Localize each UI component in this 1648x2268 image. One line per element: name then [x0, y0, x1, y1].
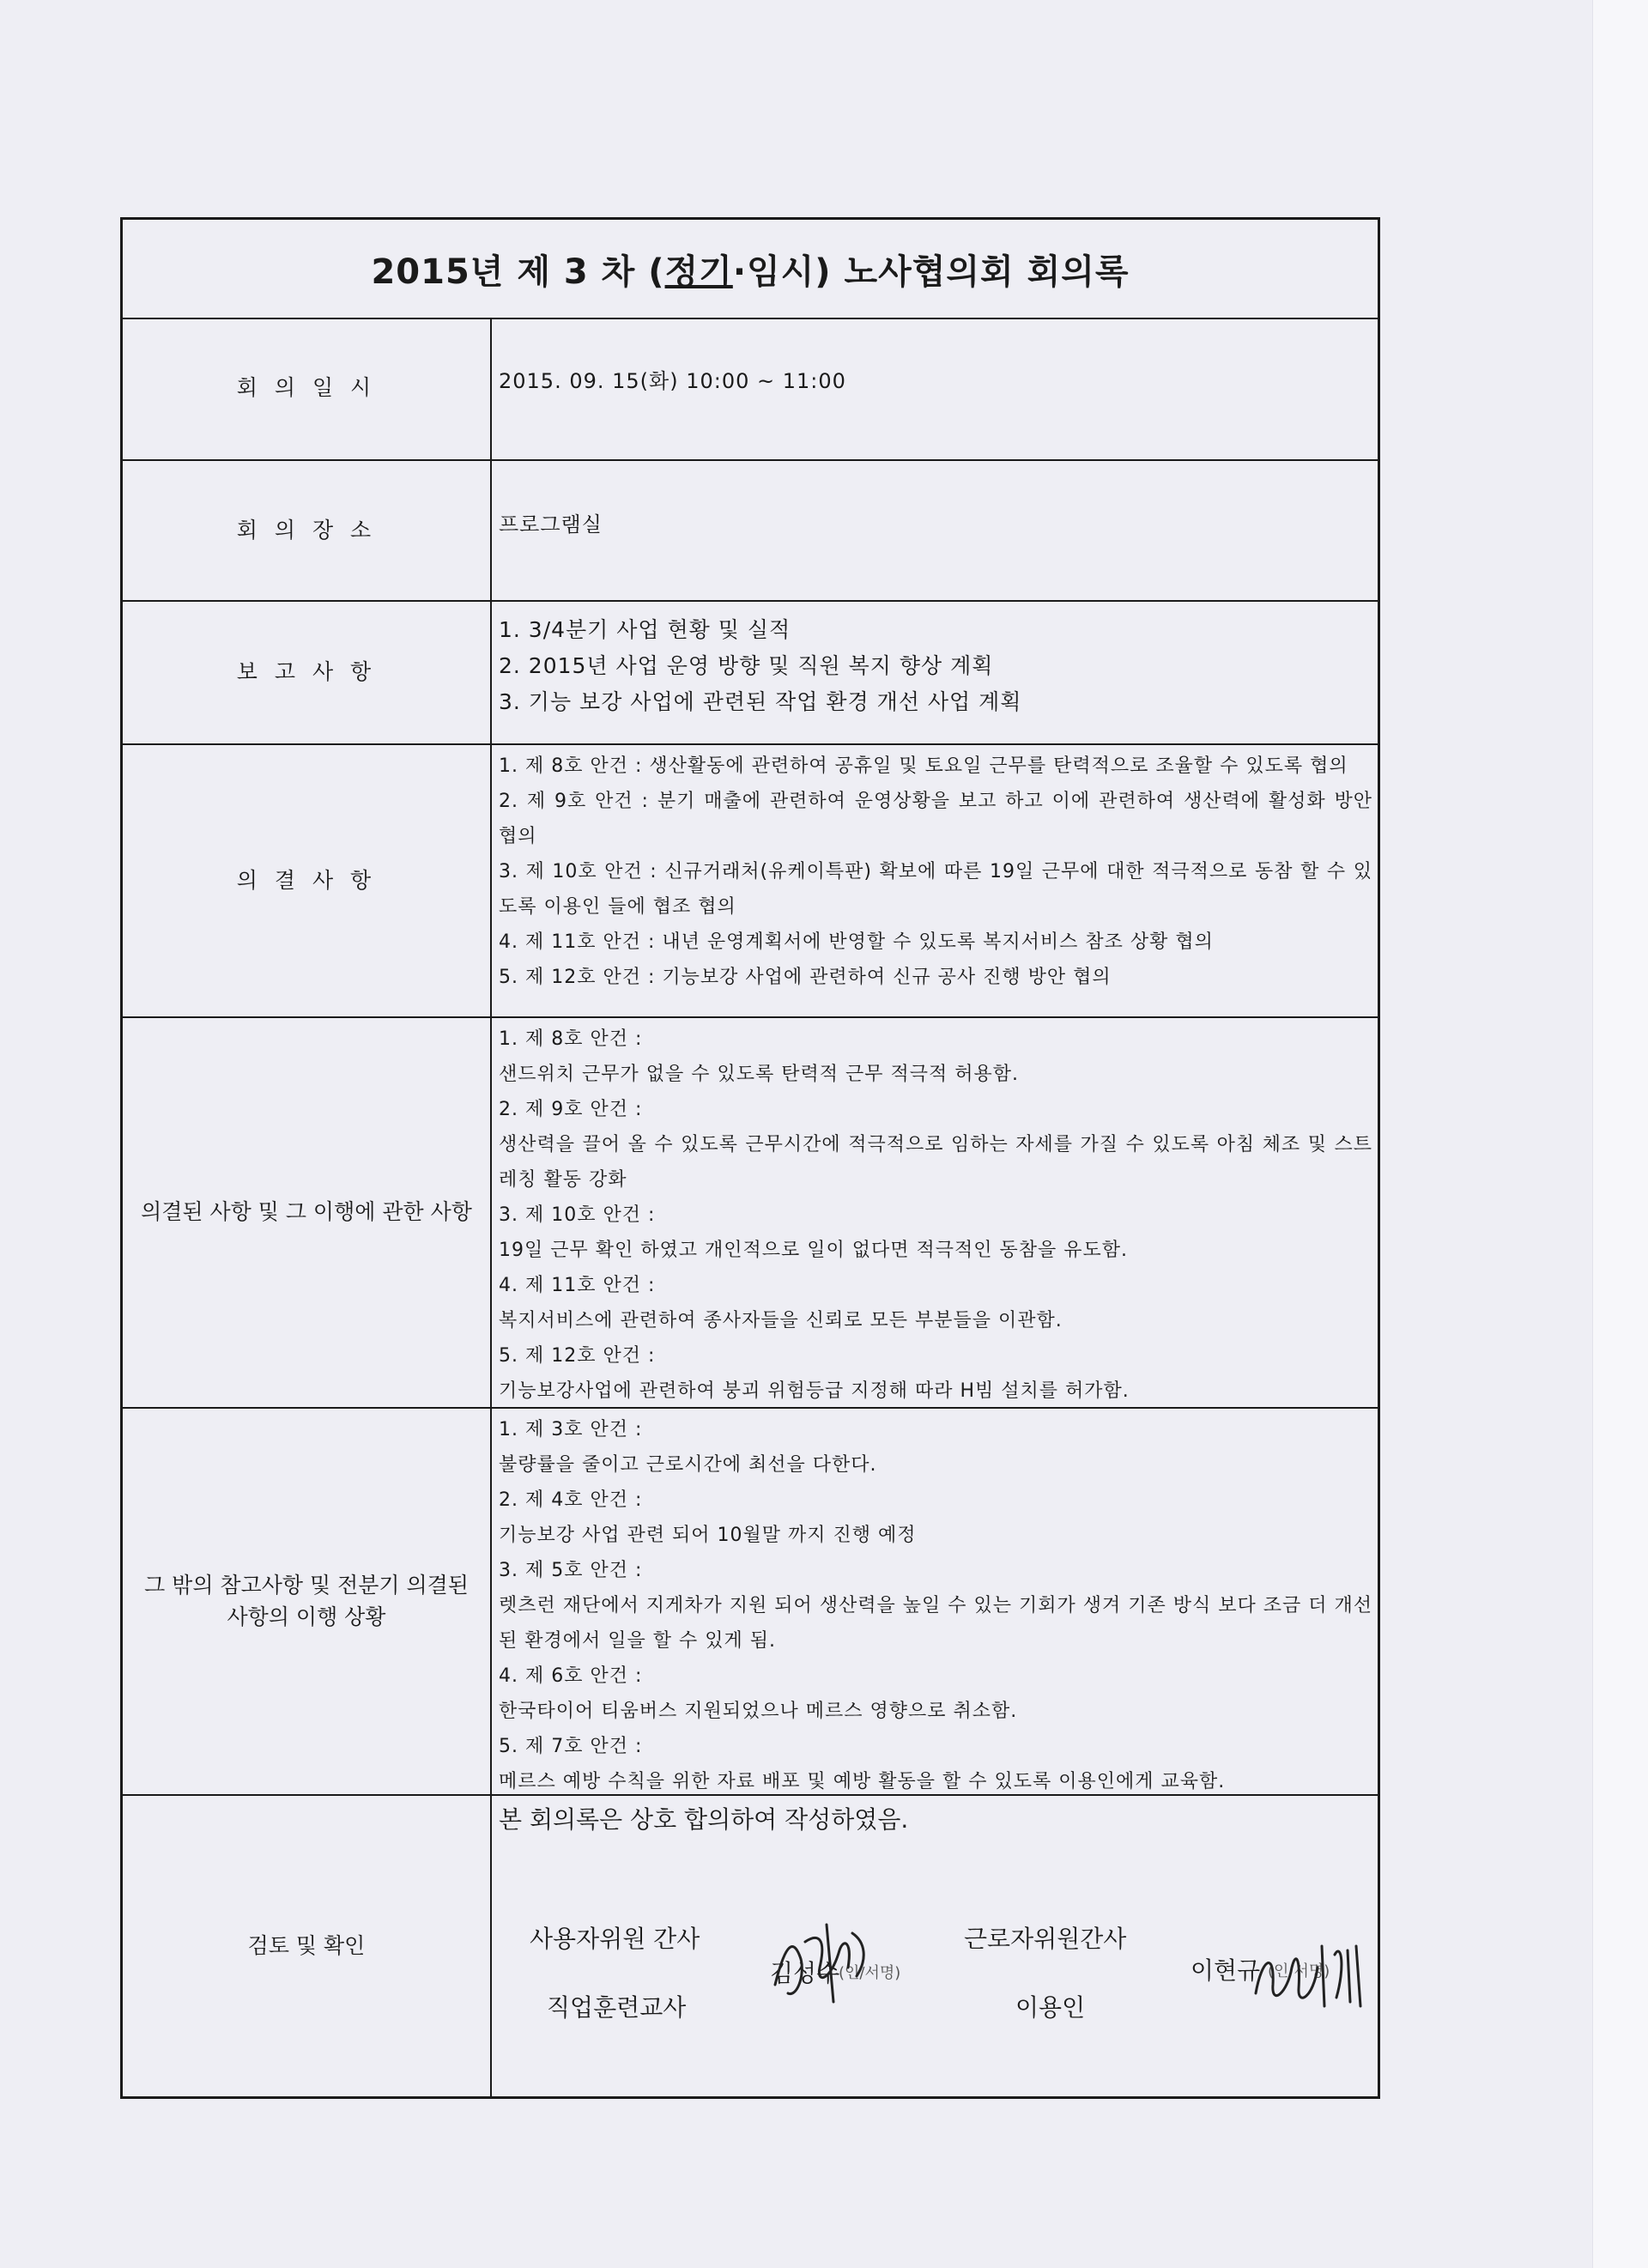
title-suffix: ·임시) 노사협의회 회의록	[732, 252, 1130, 292]
implementation-line: 3. 제 10호 안건 :	[499, 1204, 656, 1226]
row-place	[123, 461, 1378, 602]
row-references	[123, 1409, 1378, 1796]
agreement-statement: 본 회의록은 상호 합의하여 작성하였음.	[499, 1805, 909, 1834]
resolution-item: 1. 제 8호 안건 : 생산활동에 관련하여 공휴일 및 토요일 근무를 탄력적으로 조율할 수 있도록 협의	[499, 755, 1348, 777]
resolution-item: 2. 제 9호 안건 : 분기 매출에 관련하여 운영상황을 보고 하고 이에 관련하여 생산력에 활성화 방안 협의	[499, 791, 1372, 847]
title-prefix: 2015년 제 3 차 (	[371, 252, 665, 292]
reference-line: 3. 제 5호 안건 :	[499, 1560, 643, 1581]
employer-role: 직업훈련교사	[547, 1993, 687, 2022]
report-item: 3. 기능 보강 사업에 관련된 작업 환경 개선 사업 계획	[499, 689, 1022, 714]
content-report	[494, 602, 1378, 743]
implementation-line: 생산력을 끌어 올 수 있도록 근무시간에 적극적으로 임하는 자세를 가질 수 있도록 아침 체조 및 스트레칭 활동 강화	[499, 1134, 1372, 1191]
row-review	[123, 1796, 1378, 2096]
row-resolutions	[123, 745, 1378, 1018]
reference-line: 기능보강 사업 관련 되어 10월말 까지 진행 예정	[499, 1525, 917, 1546]
row-implementation	[123, 1018, 1378, 1409]
resolution-item: 4. 제 11호 안건 : 내년 운영계획서에 반영할 수 있도록 복지서비스 참조 상황 협의	[499, 931, 1214, 953]
worker-title: 근로자위원간사	[964, 1925, 1127, 1953]
label-review: 검토 및 확인	[123, 1796, 492, 2096]
implementation-line: 4. 제 11호 안건 :	[499, 1275, 656, 1296]
implementation-line: 2. 제 9호 안건 :	[499, 1099, 643, 1120]
content-resolutions	[494, 745, 1378, 1016]
minutes-table	[120, 217, 1380, 2099]
worker-signature	[1249, 1933, 1369, 2015]
resolution-item: 3. 제 10호 안건 : 신규거래처(유케이특판) 확보에 따른 19일 근무에 대한 적극적으로 동참 할 수 있도록 이용인 들에 협조 협의	[499, 861, 1372, 918]
worker-sign-mark: (인/서명)	[1268, 1962, 1330, 1980]
label-resolutions: 의 결 사 항	[123, 745, 492, 1016]
signature-area	[494, 1796, 1378, 2096]
implementation-line: 샌드위치 근무가 없을 수 있도록 탄력적 근무 적극적 허용함.	[499, 1064, 1019, 1085]
label-place: 회 의 장 소	[123, 461, 492, 600]
document-title	[123, 220, 1378, 319]
paper-edge	[1592, 0, 1648, 2268]
implementation-line: 5. 제 12호 안건 :	[499, 1345, 656, 1367]
implementation-line: 19일 근무 확인 하였고 개인적으로 일이 없다면 적극적인 동참을 유도함.	[499, 1240, 1128, 1261]
reference-line: 4. 제 6호 안건 :	[499, 1665, 643, 1687]
implementation-line: 기능보강사업에 관련하여 붕괴 위험등급 지정해 따라 H빔 설치를 허가함.	[499, 1380, 1130, 1402]
implementation-line: 1. 제 8호 안건 :	[499, 1028, 643, 1050]
report-item: 2. 2015년 사업 운영 방향 및 직원 복지 향상 계획	[499, 653, 994, 678]
report-item: 1. 3/4분기 사업 현황 및 실적	[499, 617, 791, 642]
reference-line: 메르스 예방 수칙을 위한 자료 배포 및 예방 활동을 할 수 있도록 이용인에게 교육함.	[499, 1771, 1226, 1792]
reference-line: 한국타이어 티움버스 지원되었으나 메르스 영향으로 취소함.	[499, 1701, 1018, 1722]
content-place	[494, 461, 1378, 600]
reference-line: 렛츠런 재단에서 지게차가 지원 되어 생산력을 높일 수 있는 기회가 생겨 기존 방식 보다 조금 더 개선된 환경에서 일을 할 수 있게 됨.	[499, 1595, 1372, 1652]
meeting-date-value: 2015. 09. 15(화) 10:00 ~ 11:00	[499, 369, 846, 393]
implementation-line: 복지서비스에 관련하여 종사자들을 신뢰로 모든 부분들을 이관함.	[499, 1310, 1063, 1331]
worker-role: 이용인	[1015, 1993, 1086, 2022]
label-implementation: 의결된 사항 및 그 이행에 관한 사항	[123, 1018, 492, 1407]
content-date	[494, 318, 1378, 459]
employer-title: 사용자위원 간사	[530, 1925, 700, 1953]
label-references: 그 밖의 참고사항 및 전분기 의결된 사항의 이행 상황	[123, 1409, 492, 1794]
reference-line: 5. 제 7호 안건 :	[499, 1736, 643, 1757]
row-date	[123, 318, 1378, 461]
content-implementation	[494, 1018, 1378, 1407]
worker-name: 이현규	[1191, 1956, 1261, 1985]
reference-line: 1. 제 3호 안건 :	[499, 1419, 643, 1440]
label-report: 보 고 사 항	[123, 602, 492, 743]
title-underlined: 정기	[664, 252, 733, 292]
reference-line: 2. 제 4호 안건 :	[499, 1489, 643, 1511]
employer-signature	[766, 1916, 878, 2010]
content-references	[494, 1409, 1378, 1794]
label-date: 회 의 일 시	[123, 318, 492, 459]
resolution-item: 5. 제 12호 안건 : 기능보강 사업에 관련하여 신규 공사 진행 방안 협의	[499, 967, 1112, 988]
employer-name: 김성수	[770, 1959, 840, 1987]
reference-line: 불량률을 줄이고 근로시간에 최선을 다한다.	[499, 1454, 877, 1476]
row-report	[123, 602, 1378, 745]
employer-sign-mark: (인/서명)	[839, 1964, 901, 1982]
meeting-place-value: 프로그램실	[499, 512, 603, 537]
